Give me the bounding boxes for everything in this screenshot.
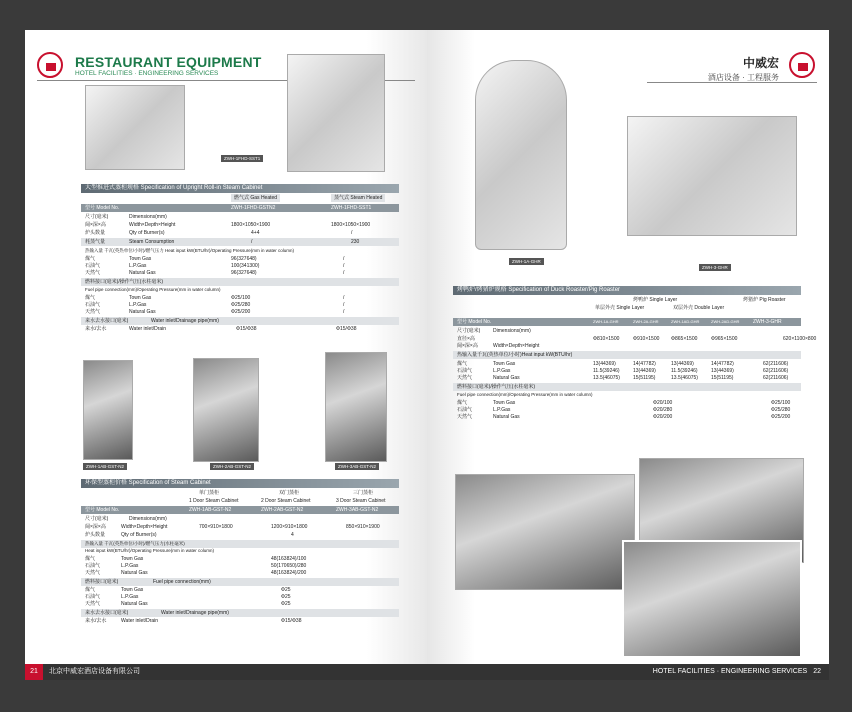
table-row: 石油气 L.P.Gas 11.5(39246) 13(44369) 11.5(39246) 13(44369) 62(211606): [457, 368, 789, 374]
caption: ZWH-3AB-GST-N2: [335, 463, 379, 470]
section-title: 大型推进式蒸柜规格 Specification of Upright Roll-in Steam Cabinet: [81, 184, 399, 193]
pig-roaster-photo: [627, 116, 797, 236]
table-row: 型号 Model No. ZWH-1A-GHR ZWH-2A-GHR ZWH-1AD-GHR ZWH-2AD-GHR ZWH-3-GHR: [453, 318, 801, 326]
table-row: Heat input kW(BTU/hr)/Operating Pressure(mm in water column): [85, 548, 215, 553]
table-row: 石油气 L.P.Gas Φ20/280 Φ25/280: [457, 407, 791, 413]
table-row: 炉头数量 Qty of Burner(s) 4: [85, 532, 294, 538]
triple-door-cabinet-photo: [325, 352, 387, 462]
table-row: 煤气 Town Gas 48(163824)/100: [85, 556, 307, 562]
table-row: 热输入量 千瓦(英热单位/小时)/燃气压力 Heat input kW(BTU/hr)/Operating Pressure(mm in water column): [85, 248, 295, 253]
table-row: 天然气 Natural Gas Φ20/200 Φ25/200: [457, 414, 791, 420]
table-header: 单门蒸柜 1 Door Steam Cabinet 双门蒸柜 2 Door Steam Cabinet 三门蒸柜 3 Door Steam Cabinet: [189, 490, 386, 504]
table-row: 尺寸(毫米) Dimensions(mm): [85, 516, 167, 522]
table-row: 天然气 Natural Gas 13.5(46075) 15(51195) 13.5(46075) 15(51195) 62(211606): [457, 375, 789, 381]
table-row: 耗蒸气量 Steam Consumption / 230: [81, 238, 399, 246]
section-title: 环保型蒸柜价格 Specification of Steam Cabinet: [81, 479, 399, 488]
table-row: 尺寸(毫米) Dimensions(mm): [457, 328, 531, 334]
footer-text: HOTEL FACILITIES · ENGINEERING SERVICES: [652, 668, 808, 675]
duck-roaster-photo: [475, 60, 567, 250]
brand-title: 中威宏: [742, 56, 779, 70]
table-row: 煤气 Town Gas Φ25: [85, 587, 291, 593]
table-row: 煤气 Town Gas 13(44369) 14(47782) 13(44369) 14(47782) 62(211606): [457, 361, 789, 367]
caption: ZWH-2AB-GST-N2: [210, 463, 254, 470]
table-row: 天然气 Natural Gas 48(163824)/200: [85, 570, 307, 576]
company-name: 北京中威宏酒店设备有限公司: [49, 668, 140, 675]
table-row: 煤气 Town Gas 96(327648) /: [85, 256, 345, 262]
caption: ZWH-1AB-GST-N2: [83, 463, 127, 470]
table-row: 石油气 L.P.Gas Φ25: [85, 594, 291, 600]
caption: ZWH-3-GHR: [699, 264, 731, 271]
table-row: 煤气 Town Gas Φ20/100 Φ25/100: [457, 400, 791, 406]
page-number: 22: [813, 668, 821, 675]
table-row: 热输入量 千瓦(英热单位/小时)/燃气压力(水柱毫米): [81, 540, 399, 548]
brand-title: RESTAURANT EQUIPMENT: [75, 54, 262, 70]
table-row: 天然气 Natural Gas 96(327648) /: [85, 270, 345, 276]
logo-icon: [37, 52, 63, 78]
table-row: 来水去水接口(毫米) Water inlet/Drainage pipe(mm): [81, 317, 399, 325]
left-page: [25, 30, 427, 680]
section-title: 烤鸭炉/烤猪炉规格 Specification of Duck Roaster/Pig Roaster: [453, 286, 801, 295]
brochure-spread: [25, 30, 829, 680]
table-row: 型号 Model No. ZWH-1AB-GST-N2 ZWH-2AB-GST-N2 ZWH-3AB-GST-N2: [81, 506, 399, 514]
caption: ZWH-1A-GHR: [509, 258, 544, 265]
brand-subtitle: HOTEL FACILITIES · ENGINEERING SERVICES: [75, 70, 219, 77]
logo-icon: [789, 52, 815, 78]
table-row: 来水/去水 Water inlet/Drain Φ15/Φ38: [85, 618, 302, 624]
table-row: 天然气 Natural Gas Φ25: [85, 601, 291, 607]
page-number: 21: [25, 664, 43, 680]
table-row: 阔×深×高 Width×Depth×Height 700×910×1800 1200×910×1800 850×910×1900: [85, 524, 380, 530]
table-row: 来水去水接口(毫米) Water inlet/Drainage pipe(mm): [81, 609, 399, 617]
table-row: 天然气 Natural Gas Φ25/200 /: [85, 309, 345, 315]
double-door-cabinet-photo: [193, 358, 259, 462]
table-row: 阔×深×高 Width×Depth×Height: [457, 343, 540, 349]
table-row: 热输入量千瓦(英热单位/小时)Heat input kW(BTU/hr): [453, 351, 801, 359]
table-row: 石油气 L.P.Gas 50(170650)/280: [85, 563, 307, 569]
table-row: 来水/去水 Water inlet/Drain Φ15/Φ38 Φ15/Φ38: [85, 326, 357, 332]
brand-subtitle: 酒店设备 · 工程服务: [707, 73, 779, 82]
single-door-cabinet-photo: [83, 360, 133, 460]
table-row: 石油气 L.P.Gas Φ25/280 /: [85, 302, 345, 308]
divider: [647, 82, 817, 83]
upright-steam-cabinet-photo: [85, 85, 185, 170]
table-row: 石油气 L.P.Gas 100(341300) /: [85, 263, 345, 269]
table-header: 燃气式 Gas Heated 蒸气式 Steam Heated: [81, 194, 399, 212]
kitchen-photo-1: [455, 474, 635, 590]
right-page: [427, 30, 829, 680]
table-row: 煤气 Town Gas Φ25/100 /: [85, 295, 345, 301]
table-row: 尺寸(毫米) Dimensions(mm): [85, 214, 167, 220]
table-row: 直径×高 Φ810×1500 Φ910×1500 Φ865×1500 Φ965×1500 620×1100×800: [457, 336, 817, 342]
right-footer: [427, 664, 829, 680]
table-row: 燃料接口(毫米)/操作气压(水柱毫米): [81, 278, 399, 286]
table-row: Fuel pipe connection(mm)/Operating Pressure(mm in water column): [457, 392, 593, 397]
kitchen-photo-3: [622, 540, 802, 658]
caption: ZWH-1FHD-SST1: [221, 155, 263, 162]
table-row: Fuel pipe connection(mm)/Operating Pressure(mm in water column): [85, 287, 221, 292]
left-footer: [25, 664, 427, 680]
steam-cabinet-photo: [287, 54, 385, 172]
table-header: 烤鸭炉 Single Layer 烤猪炉 Pig Roaster 单层外壳 Single Layer 双层外壳 Double Layer: [595, 297, 786, 311]
table-row: 炉头数量 Qty of Burner(s) 4+4 /: [85, 230, 353, 236]
table-row: 燃料接口(毫米) Fuel pipe connection(mm): [81, 578, 399, 586]
table-row: 型号 Model No. ZWH-1FHD-GSTN2 ZWH-1FHD-SST1: [81, 204, 399, 212]
table-row: 燃料接口(毫米)/操作气压(水柱毫米): [453, 383, 801, 391]
table-row: 阔×深×高 Width×Depth×Height 1800×1050×1900 1800×1050×1900: [85, 222, 371, 228]
